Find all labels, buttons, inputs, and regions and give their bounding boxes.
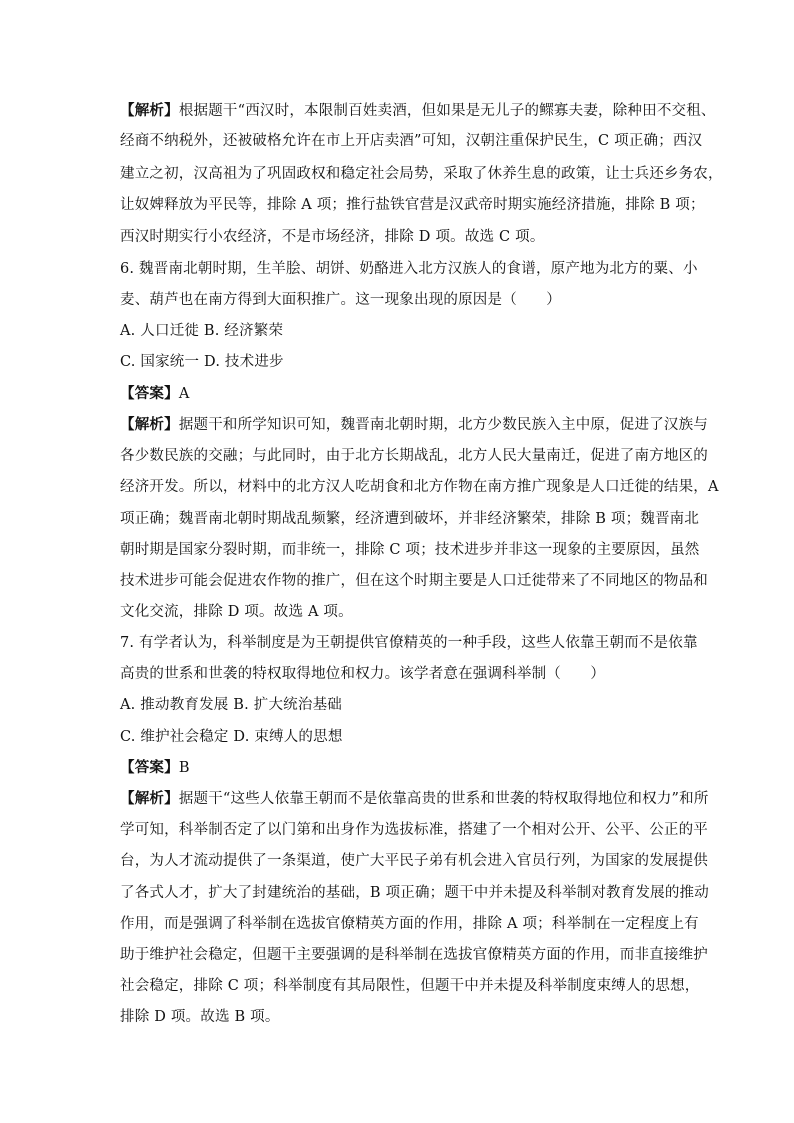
q7-stem-line: 7. 有学者认为，科举制度是为王朝提供官僚精英的一种手段，这些人依靠王朝而不是依靠 [120,635,698,651]
q6-answer-line [120,384,189,404]
q5-analysis-line: 建立之初，汉高祖为了巩固政权和稳定社会局势，采取了休养生息的政策，让士兵还乡务农， [120,166,723,182]
q7-analysis-line: 排除 D 项。故选 B 项。 [120,1009,280,1025]
q5-analysis-line: 经商不纳税外，还被破格允许在市上开店卖酒”可知，汉朝注重保护民生，C 项正确；西汉 [120,133,703,149]
answer-tag: 【答案】 [120,385,179,402]
q6-options-line: C. 国家统一 D. 技术进步 [120,354,284,370]
q7-analysis-line: 台，为人才流动提供了一条渠道，使广大平民子弟有机会进入官员行列，为国家的发展提供 [120,853,708,869]
analysis-tag: 【解析】 [120,102,179,119]
analysis-tag: 【解析】 [120,416,179,433]
q6-analysis-line: 经济开发。所以，材料中的北方汉人吃胡食和北方作物在南方推广现象是人口迁徙的结果，A [120,479,719,495]
q6-analysis-line: 项正确；魏晋南北朝时期战乱频繁，经济遭到破坏，并非经济繁荣，排除 B 项；魏晋南北 [120,511,700,527]
q7-analysis-line [120,789,709,809]
q6-options-line: A. 人口迁徙 B. 经济繁荣 [120,323,284,339]
answer-tag: 【答案】 [120,759,179,776]
q6-stem-line: 麦、葫芦也在南方得到大面积推广。这一现象出现的原因是（ ） [120,292,561,308]
answer-value: A [178,386,190,402]
q7-analysis-line: 作用，而是强调了科举制在选拔官僚精英方面的作用，排除 A 项；科举制在一定程度上有 [120,916,699,932]
q6-analysis-line: 技术进步可能会促进农作物的推广，但在这个时期主要是人口迁徙带来了不同地区的物品和 [120,573,708,589]
q7-analysis-line: 学可知，科举制否定了以门第和出身作为选拔标准，搭建了一个相对公开、公平、公正的平 [120,822,708,838]
analysis-tag: 【解析】 [120,790,179,807]
q7-analysis-line: 了各式人才，扩大了封建统治的基础，B 项正确；题干中并未提及科举制对教育发展的推动 [120,885,709,901]
analysis-text: 根据题干“西汉时，本限制百姓卖酒，但如果是无儿子的鳏寡夫妻，除种田不交租、 [178,103,716,119]
q7-stem-line: 高贵的世系和世袭的特权取得地位和权力。该学者意在强调科举制（ ） [120,666,606,682]
q7-answer-line [120,758,190,778]
q5-analysis-line: 让奴婢释放为平民等，排除 A 项；推行盐铁官营是汉武帝时期实施经济措施，排除 B 项； [120,197,705,213]
q7-analysis-line: 社会稳定，排除 C 项；科举制度有其局限性，但题干中并未提及科举制度束缚人的思想， [120,978,700,994]
q7-options-line: C. 维护社会稳定 D. 束缚人的思想 [120,729,343,745]
q7-analysis-line: 助于维护社会稳定，但题干主要强调的是科举制在选拔官僚精英方面的作用，而非直接维护 [120,947,708,963]
answer-value: B [178,760,190,776]
q5-analysis-line: 西汉时期实行小农经济，不是市场经济，排除 D 项。故选 C 项。 [120,229,545,245]
q7-options-line: A. 推动教育发展 B. 扩大统治基础 [120,697,342,713]
q6-analysis-line [120,415,708,435]
q6-analysis-line: 朝时期是国家分裂时期，而非统一，排除 C 项；技术进步并非这一现象的主要原因，虽然 [120,542,700,558]
q6-analysis-line: 各少数民族的交融；与此同时，由于北方长期战乱，北方人民大量南迁，促进了南方地区的 [120,448,708,464]
q6-stem-line: 6. 魏晋南北朝时期，生羊脍、胡饼、奶酪进入北方汉族人的食谱，原产地为北方的粟、小 [120,261,698,277]
q5-analysis-line [120,101,716,121]
analysis-text: 据题干和所学知识可知，魏晋南北朝时期，北方少数民族入主中原，促进了汉族与 [178,417,709,433]
analysis-text: 据题干“这些人依靠王朝而不是依靠高贵的世系和世袭的特权取得地位和权力”和所 [178,791,709,807]
q6-analysis-line: 文化交流，排除 D 项。故选 A 项。 [120,604,353,620]
